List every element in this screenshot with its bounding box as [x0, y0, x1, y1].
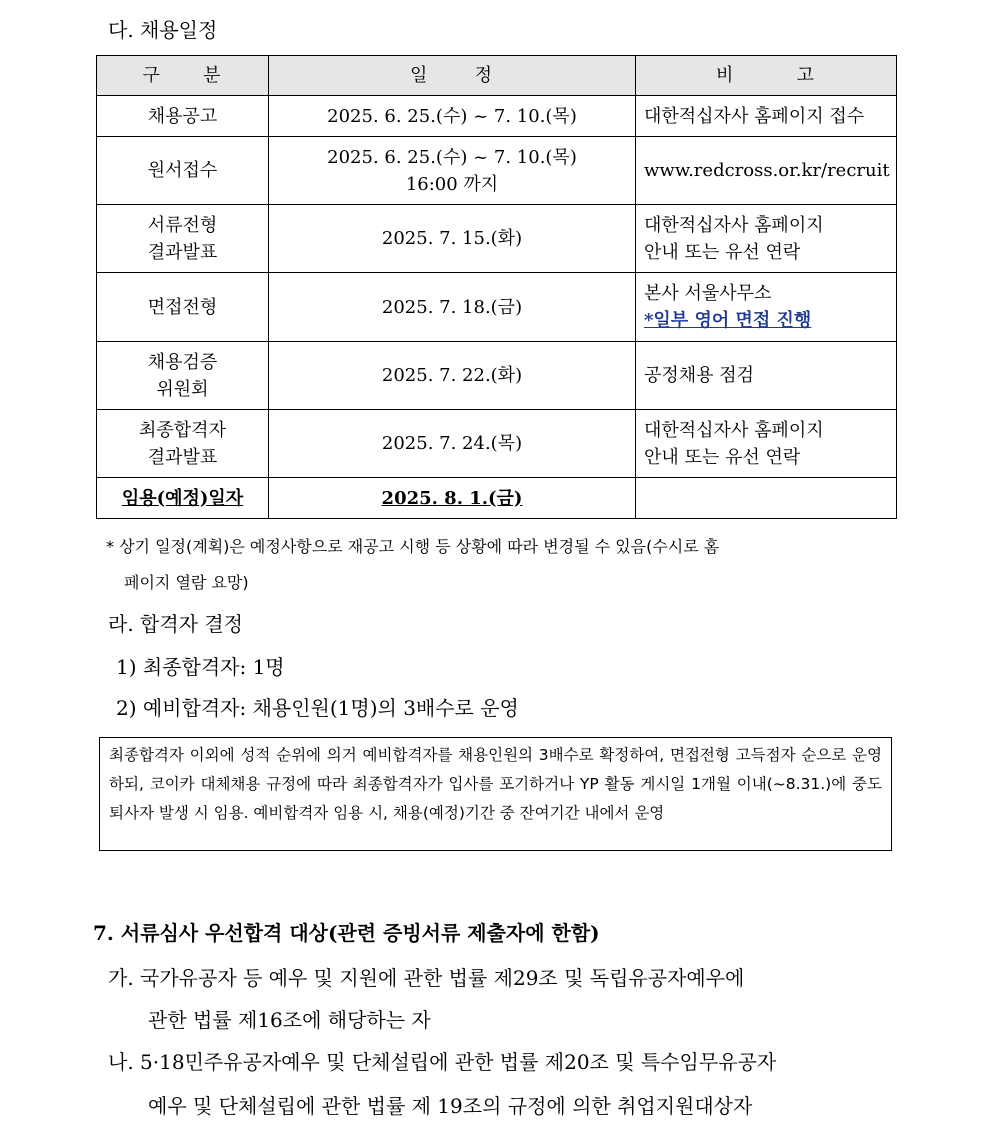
- final-pass-item: 1) 최종합격자: 1명: [116, 655, 285, 679]
- header-note: 비 고: [636, 56, 897, 96]
- footnote-line1: * 상기 일정(계획)은 예정사항으로 재공고 시행 등 상황에 따라 변경될 수 있음(수시로 홈: [106, 537, 720, 556]
- cell-date: 2025. 7. 18.(금): [269, 273, 636, 342]
- cell-category: 최종합격자 결과발표: [97, 410, 269, 478]
- section7-na-line1: 나. 5·18민주유공자예우 및 단체설립에 관한 법률 제20조 및 특수임무유공자: [108, 1050, 777, 1074]
- table-row: [97, 478, 897, 519]
- english-interview-note: *일부 영어 면접 진행: [644, 310, 812, 331]
- cell-category: 원서접수: [97, 137, 269, 205]
- cell-category: 채용검증 위원회: [97, 342, 269, 410]
- cell-category: 서류전형 결과발표: [97, 205, 269, 273]
- cell-note: 대한적십자사 홈페이지 안내 또는 유선 연락: [636, 410, 897, 478]
- section-da-heading: 다. 채용일정: [108, 18, 218, 42]
- cell-date: 2025. 7. 24.(목): [269, 410, 636, 478]
- section-ra-heading: 라. 합격자 결정: [108, 612, 243, 636]
- cell-category: 채용공고: [97, 96, 269, 137]
- reserve-pass-item: 2) 예비합격자: 채용인원(1명)의 3배수로 운영: [116, 696, 519, 720]
- table-row: [97, 137, 897, 205]
- table-header-row: [97, 56, 897, 96]
- cell-note: 본사 서울사무소 *일부 영어 면접 진행: [636, 273, 897, 342]
- cell-date: 2025. 7. 22.(화): [269, 342, 636, 410]
- footnote-line2: 페이지 열람 요망): [124, 573, 249, 592]
- table-row: [97, 410, 897, 478]
- cell-date: 2025. 6. 25.(수) ~ 7. 10.(목): [269, 96, 636, 137]
- cell-category: 면접전형: [97, 273, 269, 342]
- cell-category: 임용(예정)일자: [97, 478, 269, 519]
- schedule-table: [96, 55, 897, 519]
- header-category: 구 분: [97, 56, 269, 96]
- section7-heading: 7. 서류심사 우선합격 대상(관련 증빙서류 제출자에 한함): [93, 921, 600, 945]
- cell-date: 2025. 8. 1.(금): [269, 478, 636, 519]
- header-date: 일 정: [269, 56, 636, 96]
- cell-date: 2025. 7. 15.(화): [269, 205, 636, 273]
- cell-note: www.redcross.or.kr/recruit: [636, 137, 897, 205]
- reserve-rule-box: 최종합격자 이외에 성적 순위에 의거 예비합격자를 채용인원의 3배수로 확정하여, 면접전형 고득점자 순으로 운영하되, 코이카 대체채용 규정에 따라 최종합격자가 입사를 포기하거나 YP 활동 게시일 1개월 이내(~8.31.)에 중도 퇴사자 발생 시 임용. 예비합격자 임용 시, 채용(예정)기간 중 잔여기간 내에서 운영: [99, 737, 892, 851]
- cell-note: 공정채용 점검: [636, 342, 897, 410]
- cell-note: 대한적십자사 홈페이지 안내 또는 유선 연락: [636, 205, 897, 273]
- section7-ga-line2: 관한 법률 제16조에 해당하는 자: [148, 1008, 431, 1032]
- cell-date: 2025. 6. 25.(수) ~ 7. 10.(목) 16:00 까지: [269, 137, 636, 205]
- table-row: [97, 205, 897, 273]
- table-row: [97, 273, 897, 342]
- section7-na-line2: 예우 및 단체설립에 관한 법률 제 19조의 규정에 의한 취업지원대상자: [148, 1094, 753, 1118]
- cell-note: 대한적십자사 홈페이지 접수: [636, 96, 897, 137]
- cell-note: [636, 478, 897, 519]
- section7-ga-line1: 가. 국가유공자 등 예우 및 지원에 관한 법률 제29조 및 독립유공자예우에: [108, 966, 745, 990]
- table-row: [97, 96, 897, 137]
- table-row: [97, 342, 897, 410]
